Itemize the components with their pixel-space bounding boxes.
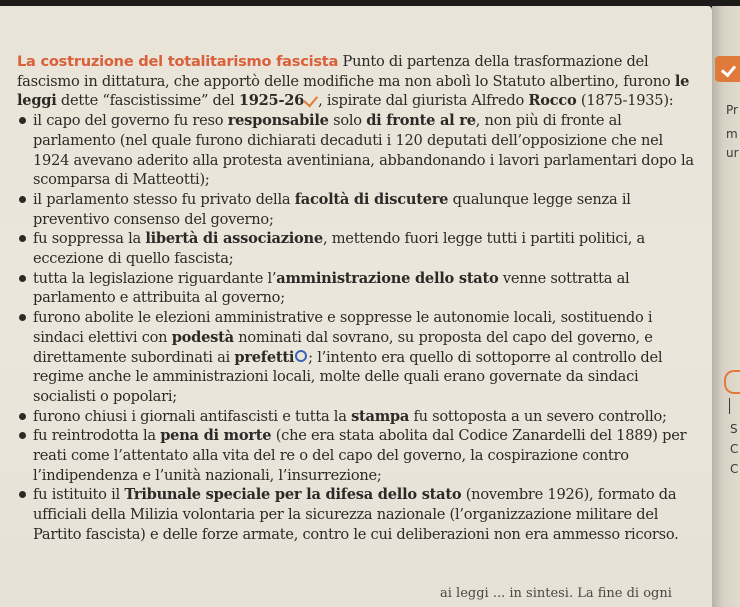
margin-fragment: C bbox=[730, 442, 739, 456]
list-item: fu reintrodotta la pena di morte (che era stata abolita dal Codice Zanardelli del 1889) per reati come l’attentato alla vita del re o del capo del governo, la cospirazione contro l’indipendenza e l’unità nazionali, l’insurrezione; bbox=[17, 426, 702, 485]
facing-page-edge bbox=[712, 6, 740, 607]
list-item: furono abolite le elezioni amministrative e soppresse le autonomie locali, sostituendo i sindaci elettivi con podestà nominati dal sovrano, su proposta del capo del governo, e direttamente subordinati ai prefetti ; l’intento era quello di sottoporre al controllo del regime anche le amministrazioni locali, molte delle quali erano governate da sindaci socialisti o popolari; bbox=[17, 308, 702, 407]
margin-fragment: C bbox=[730, 462, 739, 476]
checkmark-icon bbox=[303, 92, 318, 108]
margin-fragment: S bbox=[730, 422, 738, 436]
list-item: il capo del governo fu reso responsabile solo di fronte al re, non più di fronte al parlamento (nel quale furono dichiarati decaduti i 120 deputati dell’opposizione che nel 1924 avevano aderito alla protesta aventiniana, abbandonando i lavori parlamentari dopo la scomparsa di Matteotti); bbox=[17, 111, 702, 190]
checkmark-badge-icon bbox=[715, 56, 740, 82]
margin-fragment: ur bbox=[726, 146, 739, 160]
list-item: tutta la legislazione riguardante l’amministrazione dello stato venne sottratta al parlamento e attribuita al governo; bbox=[17, 269, 702, 308]
list-item: fu soppressa la libertà di associazione, mettendo fuori legge tutti i partiti politici, a eccezione di quello fascista; bbox=[17, 229, 702, 268]
list-item: il parlamento stesso fu privato della facoltà di discutere qualunque legge senza il preventivo consenso del governo; bbox=[17, 190, 702, 229]
bracket-marker-icon bbox=[724, 370, 740, 394]
cut-off-footer-text: ai leggi ... in sintesi. La fine di ogni bbox=[440, 586, 672, 601]
margin-fragment: Pr bbox=[726, 103, 738, 117]
section-heading: La costruzione del totalitarismo fascista bbox=[17, 53, 339, 70]
measures-list bbox=[17, 111, 702, 544]
list-item: furono chiusi i giornali antifascisti e tutta la stampa fu sottoposta a un severo controllo; bbox=[17, 407, 702, 427]
margin-line bbox=[729, 398, 730, 414]
main-text bbox=[17, 52, 702, 545]
list-item: fu istituito il Tribunale speciale per la difesa dello stato (novembre 1926), formato da ufficiali della Milizia volontaria per la sicurezza nazionale (l’organizzazione militare del Partito fascista) e delle forze armate, contro le cui deliberazioni non era ammesso ricorso. bbox=[17, 485, 702, 544]
margin-fragment: m bbox=[726, 127, 738, 141]
circle-marker-icon bbox=[295, 350, 307, 362]
intro-paragraph: La costruzione del totalitarismo fascista Punto di partenza della trasformazione del fascismo in dittatura, che apportò delle modifiche ma non abolì lo Statuto albertino, furono le leggi dette “fascistissime” del 1925-26 , ispirate dal giurista Alfredo Rocco (1875-1935): bbox=[17, 53, 690, 110]
